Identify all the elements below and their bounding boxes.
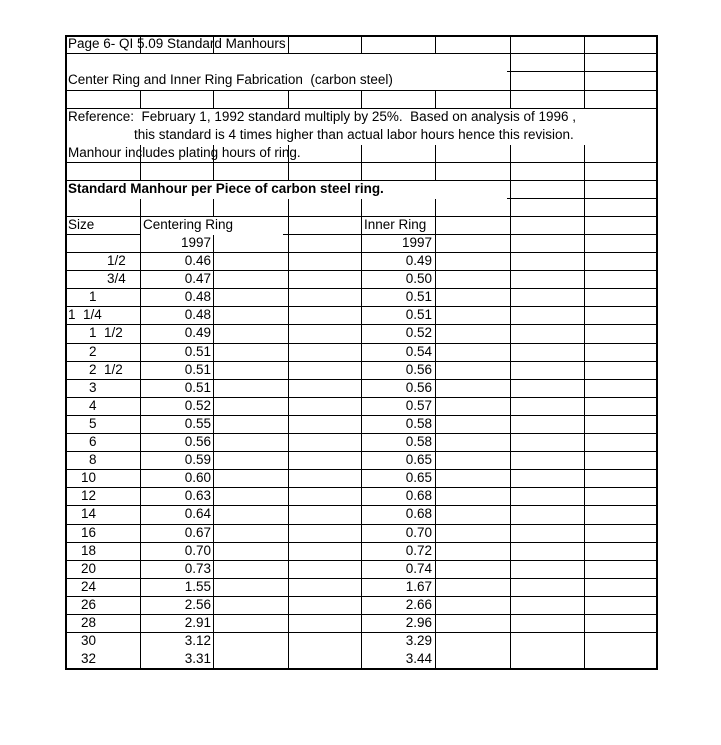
- size-cell: 18: [81, 542, 97, 558]
- inner-ring-value: 0.70: [405, 524, 432, 540]
- centering-ring-value: 0.49: [184, 325, 211, 341]
- centering-ring-value: 2.91: [184, 615, 211, 630]
- size-cell: 14: [81, 506, 97, 522]
- centering-ring-value: 0.52: [184, 397, 211, 413]
- centering-ring-value: 0.48: [184, 307, 211, 323]
- centering-ring-value: 0.46: [184, 253, 211, 268]
- size-cell: 6: [89, 434, 97, 449]
- size-cell: 3: [89, 379, 97, 395]
- centering-ring-value: 0.47: [184, 271, 211, 287]
- inner-ring-value: 0.68: [405, 488, 432, 504]
- size-cell: 2: [89, 343, 97, 359]
- inner-ring-value: 0.68: [405, 506, 432, 522]
- centering-ring-value: 1.55: [184, 578, 211, 594]
- centering-ring-value: 0.67: [184, 524, 211, 540]
- size-cell: 1/2: [107, 253, 126, 268]
- size-cell: 16: [81, 524, 97, 540]
- table-title: Standard Manhour per Piece of carbon steel ring.: [68, 181, 384, 196]
- centering-ring-value: 0.56: [184, 434, 211, 449]
- inner-ring-value: 0.74: [405, 560, 432, 576]
- inner-ring-value: 0.65: [405, 452, 432, 468]
- size-cell: 2 1/2: [89, 361, 123, 377]
- size-cell: 30: [81, 633, 97, 649]
- inner-ring-value: 2.96: [405, 615, 432, 630]
- size-cell: 3/4: [107, 271, 126, 287]
- centering-ring-value: 0.51: [184, 379, 211, 395]
- centering-ring-value: 0.60: [184, 470, 211, 486]
- size-cell: 1 1/2: [89, 325, 123, 341]
- centering-ring-value: 0.64: [184, 506, 211, 522]
- size-cell: 10: [81, 470, 97, 486]
- section-title: Center Ring and Inner Ring Fabrication (carbon steel): [68, 72, 393, 87]
- inner-ring-value: 0.58: [405, 434, 432, 449]
- reference-line-1: Reference: February 1, 1992 standard multiply by 25%. Based on analysis of 1996 ,: [68, 109, 577, 124]
- inner-ring-value: 3.29: [405, 633, 432, 649]
- inner-ring-value: 0.50: [405, 271, 432, 287]
- centering-ring-value: 0.55: [184, 415, 211, 431]
- inner-ring-value: 0.52: [405, 325, 432, 341]
- inner-ring-value: 0.58: [405, 415, 432, 431]
- size-cell: 12: [81, 488, 97, 504]
- size-column-header: Size: [68, 217, 95, 232]
- centering-ring-year: 1997: [180, 235, 211, 250]
- size-cell: 24: [81, 578, 97, 594]
- inner-ring-value: 0.51: [405, 307, 432, 323]
- centering-ring-value: 0.63: [184, 488, 211, 504]
- page-title: Page 6- QI 5.09 Standard Manhours: [68, 36, 286, 51]
- plating-note: Manhour includes plating hours of ring.: [68, 145, 301, 160]
- size-cell: 8: [89, 452, 97, 468]
- centering-ring-value: 0.48: [184, 289, 211, 305]
- reference-line-2: this standard is 4 times higher than actual labor hours hence this revision.: [134, 127, 574, 142]
- size-cell: 20: [81, 560, 97, 576]
- size-cell: 28: [81, 615, 97, 630]
- size-cell: 1 1/4: [68, 307, 102, 323]
- inner-ring-value: 0.54: [405, 343, 432, 359]
- size-cell: 1: [89, 289, 97, 305]
- inner-ring-value: 0.49: [405, 253, 432, 268]
- inner-ring-value: 0.51: [405, 289, 432, 305]
- inner-ring-value: 0.72: [405, 542, 432, 558]
- inner-ring-value: 0.56: [405, 379, 432, 395]
- inner-ring-value: 0.56: [405, 361, 432, 377]
- inner-ring-year: 1997: [401, 235, 432, 250]
- inner-ring-value: 1.67: [405, 578, 432, 594]
- size-cell: 5: [89, 415, 97, 431]
- inner-ring-value: 0.57: [405, 397, 432, 413]
- centering-ring-value: 3.12: [184, 633, 211, 649]
- inner-ring-value: 2.66: [405, 596, 432, 612]
- centering-ring-value: 3.31: [184, 651, 211, 667]
- inner-ring-value: 3.44: [405, 651, 432, 667]
- centering-ring-value: 0.70: [184, 542, 211, 558]
- inner-ring-value: 0.65: [405, 470, 432, 486]
- centering-ring-value: 0.59: [184, 452, 211, 468]
- centering-ring-value: 0.51: [184, 361, 211, 377]
- centering-ring-value: 0.51: [184, 343, 211, 359]
- centering-ring-value: 2.56: [184, 596, 211, 612]
- inner-ring-column-header: Inner Ring: [364, 217, 427, 232]
- size-cell: 32: [81, 651, 97, 667]
- size-cell: 26: [81, 596, 97, 612]
- centering-ring-value: 0.73: [184, 560, 211, 576]
- centering-ring-column-header: Centering Ring: [143, 217, 234, 232]
- size-cell: 4: [89, 397, 97, 413]
